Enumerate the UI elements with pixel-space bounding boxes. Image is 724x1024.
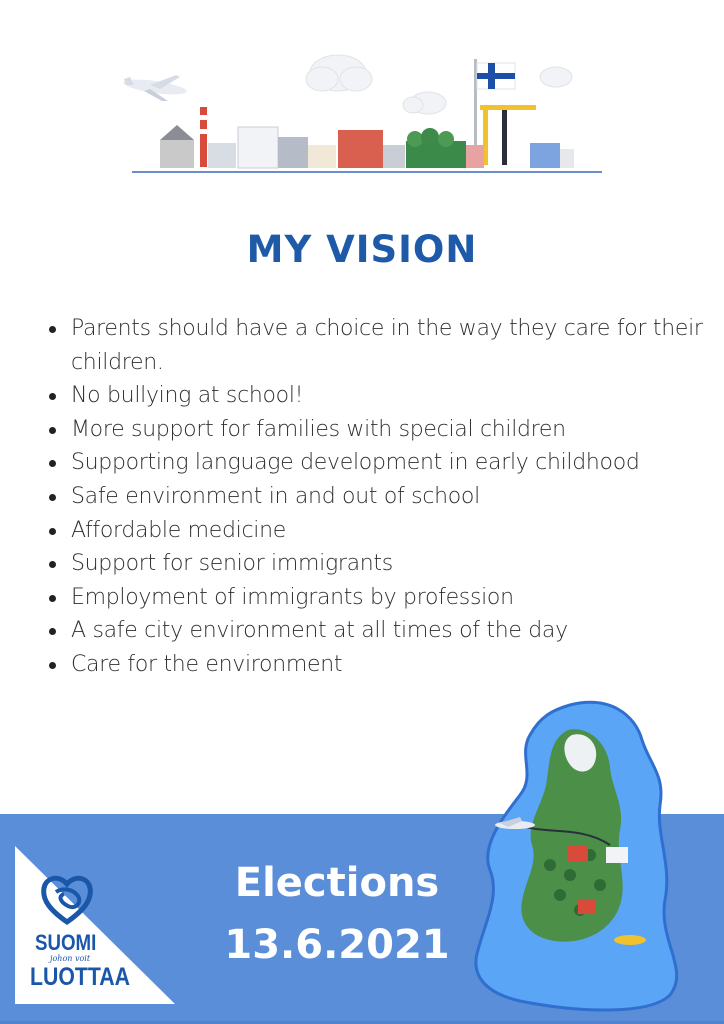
list-item: No bullying at school! — [48, 379, 714, 413]
page-title: MY VISION — [246, 228, 478, 271]
list-item: Employment of immigrants by profession — [48, 581, 714, 615]
logo-tagline: johon voit — [50, 954, 91, 963]
logo-suomi: SUOMI — [35, 930, 97, 955]
list-item: More support for families with special children — [48, 413, 714, 447]
vision-list — [48, 312, 714, 682]
election-heading: Elections — [234, 860, 440, 906]
logo-luottaa: LUOTTAA — [30, 963, 130, 991]
list-item: Supporting language development in early childhood — [48, 446, 714, 480]
list-item: Support for senior immigrants — [48, 547, 714, 581]
election-date: 13.6.2021 — [224, 922, 450, 968]
list-item: Affordable medicine — [48, 514, 714, 548]
heart-knot-logo-icon — [38, 870, 96, 928]
finland-map-illustration — [460, 695, 710, 1015]
list-item: Parents should have a choice in the way they care for their children. — [48, 312, 714, 379]
city-skyline-illustration — [110, 45, 610, 180]
list-item: A safe city environment at all times of the day — [48, 614, 714, 648]
list-item: Safe environment in and out of school — [48, 480, 714, 514]
list-item: Care for the environment — [48, 648, 714, 682]
